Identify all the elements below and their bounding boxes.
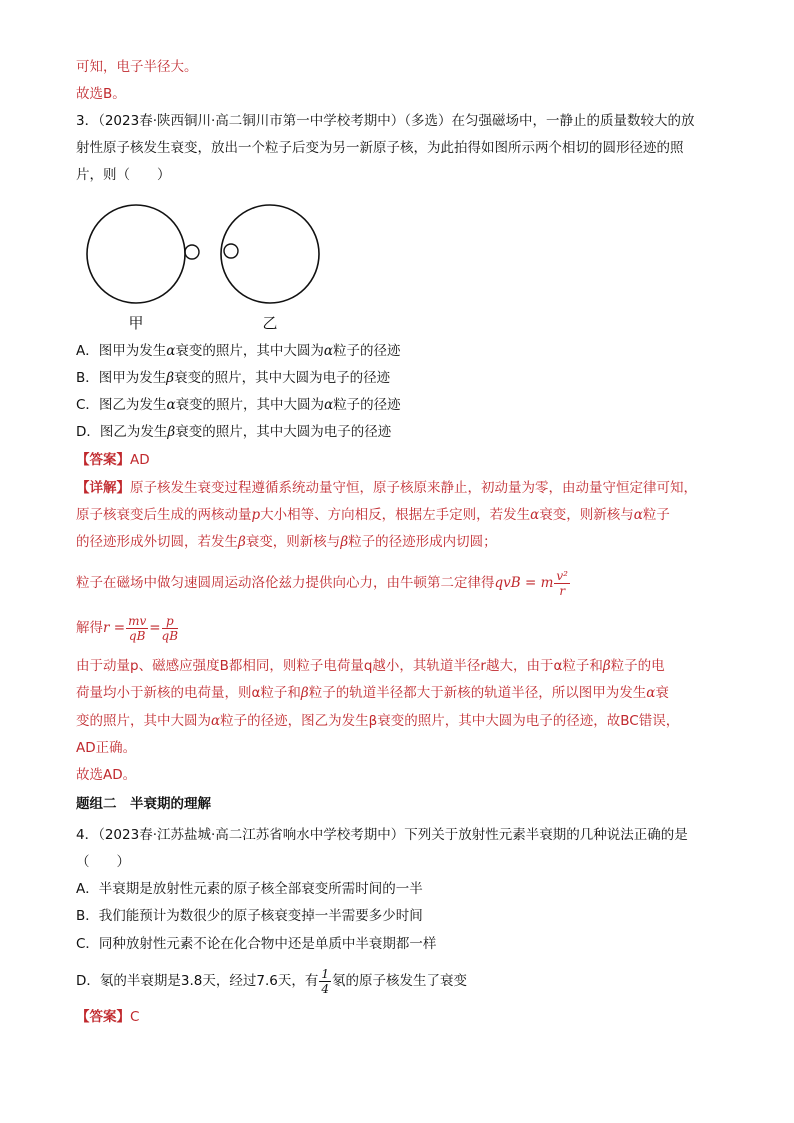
detail-label: 【详解】	[76, 480, 130, 496]
q4-number: 4．	[76, 827, 99, 843]
q3-detail-line8: 变的照片，其中大圆为α粒子的径迹，图乙为发生β衰变的照片，其中大圆为电子的径迹，故BC错误，	[76, 713, 680, 729]
quarter-fraction: $\frac{1}{4}$	[321, 966, 329, 996]
prev-conclusion: 可知，电子半径大。	[76, 59, 198, 75]
figure-right-large-circle	[221, 205, 319, 303]
q4-stem-line2: （ ）	[76, 854, 130, 870]
answer-label: 【答案】	[76, 452, 130, 468]
q4-answer	[76, 1008, 139, 1026]
q3-detail-line1: 【详解】原子核发生衰变过程遵循系统动量守恒，原子核原来静止，初动量为零，由动量守恒定律可知，	[76, 480, 697, 496]
q4-source: （2023春·江苏盐城·高二江苏省响水中学校考期中）	[98, 827, 405, 843]
q3-detail-line6: 由于动量p、磁感应强度B都相同，则粒子电荷量q越小，其轨道半径r越大，由于α粒子和β粒子的电	[76, 658, 665, 674]
q4-option-d: D．氡的半衰期是3.8天，经过7.6天，有 $\frac{1}{4}$ 氡的原子核发生了衰变	[76, 966, 467, 996]
answer-value: AD	[130, 452, 150, 468]
q3-stem-text: 在匀强磁场中，一静止的质量数较大的放	[451, 113, 695, 129]
figure-label-yi: 乙	[262, 314, 278, 332]
radius-fraction-1: $\frac{mv}{qB}$	[128, 613, 147, 643]
radius-fraction-2: $\frac{p}{qB}$	[161, 613, 179, 643]
q3-stem-line2: 射性原子核发生衰变，放出一个粒子后变为另一新原子核，为此拍得如图所示两个相切的圆形径迹的照	[76, 140, 684, 156]
q3-option-a: A．图甲为发生α衰变的照片，其中大圆为α粒子的径迹	[76, 343, 401, 359]
newton-equation: qvB = m	[494, 575, 554, 591]
q3-detail-line7: 荷量均小于新核的电荷量，则α粒子和β粒子的轨道半径都大于新核的轨道半径，所以图甲为发生α衰	[76, 685, 669, 701]
q3-detail-newton: 粒子在磁场中做匀速圆周运动洛伦兹力提供向心力，由牛顿第二定律得qvB = m $\frac{\text{v²}}{r}$	[76, 568, 568, 598]
q3-number: 3．	[76, 113, 99, 129]
figure-left-large-circle	[87, 205, 185, 303]
q4-option-c: C．同种放射性元素不论在化合物中还是单质中半衰期都一样	[76, 936, 437, 952]
q3-source: （2023春·陕西铜川·高二铜川市第一中学校考期中）（多选）	[98, 113, 452, 129]
group-heading: 题组二 半衰期的理解	[76, 796, 211, 812]
q3-option-d: D．图乙为发生β衰变的照片，其中大圆为电子的径迹	[76, 424, 392, 440]
q4-answer-label: 【答案】	[76, 1009, 130, 1025]
q3-detail-line9: AD正确。	[76, 740, 137, 756]
q3-choice: 故选AD。	[76, 767, 137, 783]
q3-stem-line3: 片，则（ ）	[76, 167, 171, 183]
q3-figure	[76, 196, 336, 334]
newton-fraction: $\frac{\text{v²}}{r}$	[556, 568, 568, 598]
figure-left-small-circle	[185, 245, 199, 259]
q3-answer	[76, 451, 150, 469]
q3-detail-line2: 原子核衰变后生成的两核动量p大小相等、方向相反，根据左手定则，若发生α衰变，则新核与α粒子	[76, 507, 670, 523]
q3-option-b: B．图甲为发生β衰变的照片，其中大圆为电子的径迹	[76, 370, 391, 386]
figure-right-small-circle	[224, 244, 238, 258]
q4-answer-value: C	[130, 1009, 140, 1025]
q3-detail-line3: 的径迹形成外切圆，若发生β衰变，则新核与β粒子的径迹形成内切圆；	[76, 534, 497, 550]
figure-label-jia: 甲	[128, 314, 144, 332]
q4-stem-line1: 4．（2023春·江苏盐城·高二江苏省响水中学校考期中）下列关于放射性元素半衰期的几种说法正确的是	[76, 827, 688, 843]
q4-option-a: A．半衰期是放射性元素的原子核全部衰变所需时间的一半	[76, 881, 423, 897]
q4-option-b: B．我们能预计为数很少的原子核衰变掉一半需要多少时间	[76, 908, 423, 924]
prev-choice: 故选B。	[76, 86, 126, 102]
q3-detail-solution: 解得r = $\frac{mv}{qB}$ = $\frac{p}{qB}$	[76, 613, 179, 643]
q3-option-c: C．图乙为发生α衰变的照片，其中大圆为α粒子的径迹	[76, 397, 401, 413]
q3-stem-line1	[76, 112, 695, 130]
